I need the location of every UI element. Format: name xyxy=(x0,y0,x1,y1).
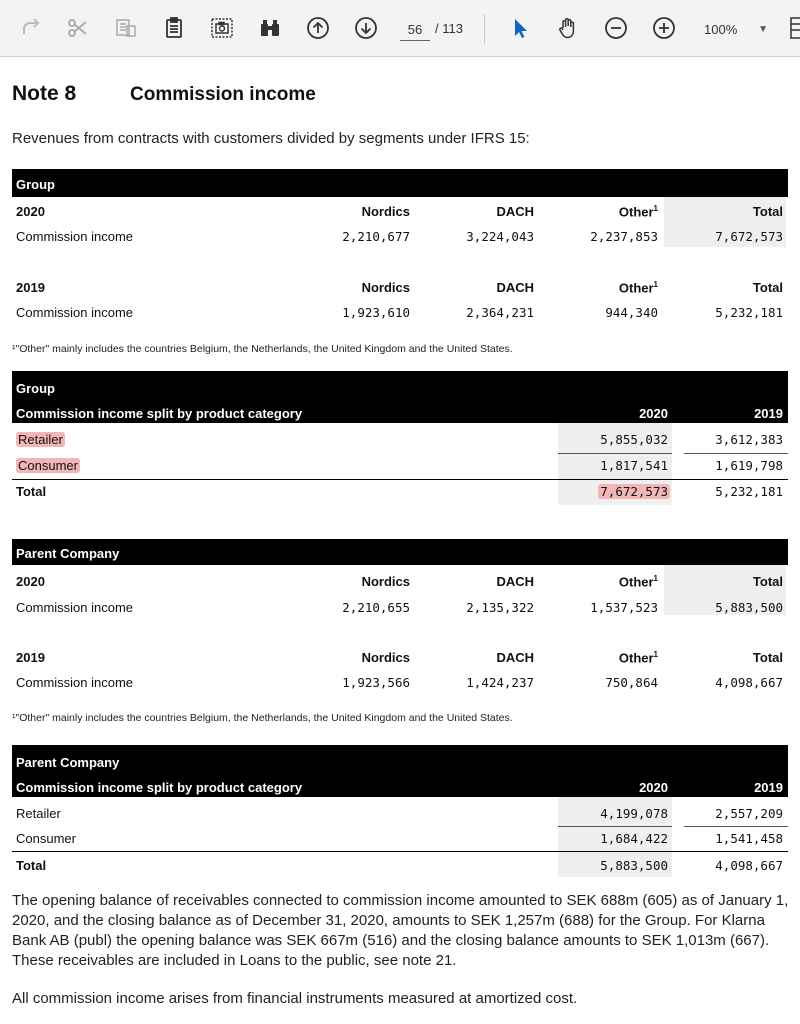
col-2019: 2019 xyxy=(754,406,783,421)
cell-2019: 1,619,798 xyxy=(715,458,783,473)
receivables-paragraph: The opening balance of receivables connected to commission income amounted to SEK 688m (605) as of January 1, 2020, and the closing balance as of December 31, 2020, amounts to SEK 1,257m (688) for the Group. For Klarna Bank AB (publ) the opening balance was SEK 667m (516) and the closing balance amounts to SEK 1,013m (667). These receivables are included in Loans to the public, see note 21. xyxy=(12,892,789,969)
row-label: Commission income xyxy=(16,305,134,320)
cell-dach: 2,364,231 xyxy=(466,305,534,320)
row-label: Consumer xyxy=(16,831,76,846)
cell-nordics: 2,210,655 xyxy=(342,600,410,615)
table-row xyxy=(12,670,788,694)
col-nordics: Nordics xyxy=(361,650,410,665)
col-dach: DACH xyxy=(496,574,534,589)
group-header-band xyxy=(12,169,788,197)
cell-dach: 3,224,043 xyxy=(466,229,534,244)
col-2019: 2019 xyxy=(754,780,783,795)
row-label: Total xyxy=(16,484,47,499)
cell-2019: 2,557,209 xyxy=(715,806,783,821)
cell-total: 5,232,181 xyxy=(715,305,783,320)
row-label: Total xyxy=(16,858,47,873)
zoom-select[interactable] xyxy=(696,16,774,42)
redo-icon[interactable] xyxy=(18,14,46,42)
cell-total: 7,672,573 xyxy=(715,229,783,244)
row-label: Retailer xyxy=(18,432,63,447)
col-dach: DACH xyxy=(496,650,534,665)
zoom-value: 100% xyxy=(704,21,738,37)
table-header-row xyxy=(12,199,788,223)
cell-2020: 5,855,032 xyxy=(600,432,668,447)
col-total: Total xyxy=(752,204,783,219)
col-other: Other$^1$ xyxy=(618,650,658,666)
cell-total: 5,883,500 xyxy=(715,600,783,615)
snapshot-icon[interactable] xyxy=(208,14,236,42)
row-label: Consumer xyxy=(18,458,78,473)
zoom-in-icon[interactable] xyxy=(650,14,678,42)
cell-total: 4,098,667 xyxy=(715,675,783,690)
select-text-icon[interactable] xyxy=(112,14,140,42)
year-label: 2019 xyxy=(16,650,45,665)
col-nordics: Nordics xyxy=(361,280,410,295)
parent-split-title: Parent Company xyxy=(16,755,120,770)
table-header-row xyxy=(12,275,788,299)
table-row xyxy=(12,453,788,477)
pdf-toolbar xyxy=(0,0,800,57)
cell-2019: 4,098,667 xyxy=(715,858,783,873)
select-tool-icon[interactable] xyxy=(506,14,534,42)
table-row xyxy=(12,595,788,619)
cell-other: 944,340 xyxy=(605,305,658,320)
footnote: ¹"Other" mainly includes the countries Belgium, the Netherlands, the United Kingdom and the United States. xyxy=(12,712,513,724)
parent-header-band xyxy=(12,539,788,565)
row-label: Commission income xyxy=(16,229,134,244)
table-row xyxy=(12,224,788,248)
col-dach: DACH xyxy=(496,204,534,219)
col-nordics: Nordics xyxy=(361,204,410,219)
table-row xyxy=(12,801,788,825)
row-label: Commission income xyxy=(16,600,134,615)
cell-nordics: 1,923,610 xyxy=(342,305,410,320)
group-title: Group xyxy=(16,177,55,192)
group-split-header-band xyxy=(12,371,788,423)
cell-2020: 7,672,573 xyxy=(600,484,668,499)
toolbar-divider xyxy=(484,14,485,44)
total-rule xyxy=(12,851,788,852)
prev-page-icon[interactable] xyxy=(304,14,332,42)
col-other: Other$^1$ xyxy=(618,574,658,590)
table-header-row xyxy=(12,569,788,593)
amortized-cost-paragraph: All commission income arises from financial instruments measured at amortized cost. xyxy=(12,990,578,1007)
cell-2019: 1,541,458 xyxy=(715,831,783,846)
hand-tool-icon[interactable] xyxy=(554,14,582,42)
group-split-title: Group xyxy=(16,381,55,396)
cell-nordics: 2,210,677 xyxy=(342,229,410,244)
cell-2020: 1,684,422 xyxy=(600,831,668,846)
note-number: Note 8 xyxy=(12,82,77,105)
col-other: Other$^1$ xyxy=(618,204,658,220)
cell-2020: 5,883,500 xyxy=(600,858,668,873)
year-label: 2020 xyxy=(16,204,45,219)
next-page-icon[interactable] xyxy=(352,14,380,42)
find-icon[interactable] xyxy=(256,14,284,42)
page-number-input[interactable] xyxy=(400,18,430,41)
table-header-row xyxy=(12,645,788,669)
parent-split-header-band xyxy=(12,745,788,797)
col-dach: DACH xyxy=(496,280,534,295)
document-page xyxy=(0,57,800,1024)
col-total: Total xyxy=(752,280,783,295)
sidebar-toggle-icon[interactable] xyxy=(788,14,800,42)
note-title: Commission income xyxy=(130,84,316,105)
cell-other: 2,237,853 xyxy=(590,229,658,244)
cell-other: 1,537,523 xyxy=(590,600,658,615)
parent-title: Parent Company xyxy=(16,546,120,561)
split-subtitle: Commission income split by product category xyxy=(16,406,303,421)
row-label: Commission income xyxy=(16,675,134,690)
clipboard-icon[interactable] xyxy=(160,14,188,42)
cut-icon[interactable] xyxy=(64,14,92,42)
row-label: Retailer xyxy=(16,806,61,821)
col-total: Total xyxy=(752,650,783,665)
table-total-row xyxy=(12,853,788,877)
cell-nordics: 1,923,566 xyxy=(342,675,410,690)
col-total: Total xyxy=(752,574,783,589)
zoom-out-icon[interactable] xyxy=(602,14,630,42)
cell-dach: 1,424,237 xyxy=(466,675,534,690)
col-2020: 2020 xyxy=(639,406,668,421)
col-nordics: Nordics xyxy=(361,574,410,589)
col-2020: 2020 xyxy=(639,780,668,795)
cell-2020: 1,817,541 xyxy=(600,458,668,473)
table-row xyxy=(12,427,788,451)
cell-dach: 2,135,322 xyxy=(466,600,534,615)
year-label: 2019 xyxy=(16,280,45,295)
intro-text: Revenues from contracts with customers divided by segments under IFRS 15: xyxy=(12,130,530,147)
cell-2019: 5,232,181 xyxy=(715,484,783,499)
page-total: / 113 xyxy=(435,21,463,36)
col-other: Other$^1$ xyxy=(618,280,658,296)
cell-2019: 3,612,383 xyxy=(715,432,783,447)
footnote: ¹"Other" mainly includes the countries Belgium, the Netherlands, the United Kingdom and the United States. xyxy=(12,343,513,355)
split-subtitle: Commission income split by product category xyxy=(16,780,303,795)
cell-other: 750,864 xyxy=(605,675,658,690)
chevron-down-icon: ▼ xyxy=(758,23,768,35)
cell-2020: 4,199,078 xyxy=(600,806,668,821)
year-label: 2020 xyxy=(16,574,45,589)
table-total-row xyxy=(12,479,788,503)
table-row xyxy=(12,826,788,850)
table-row xyxy=(12,300,788,324)
